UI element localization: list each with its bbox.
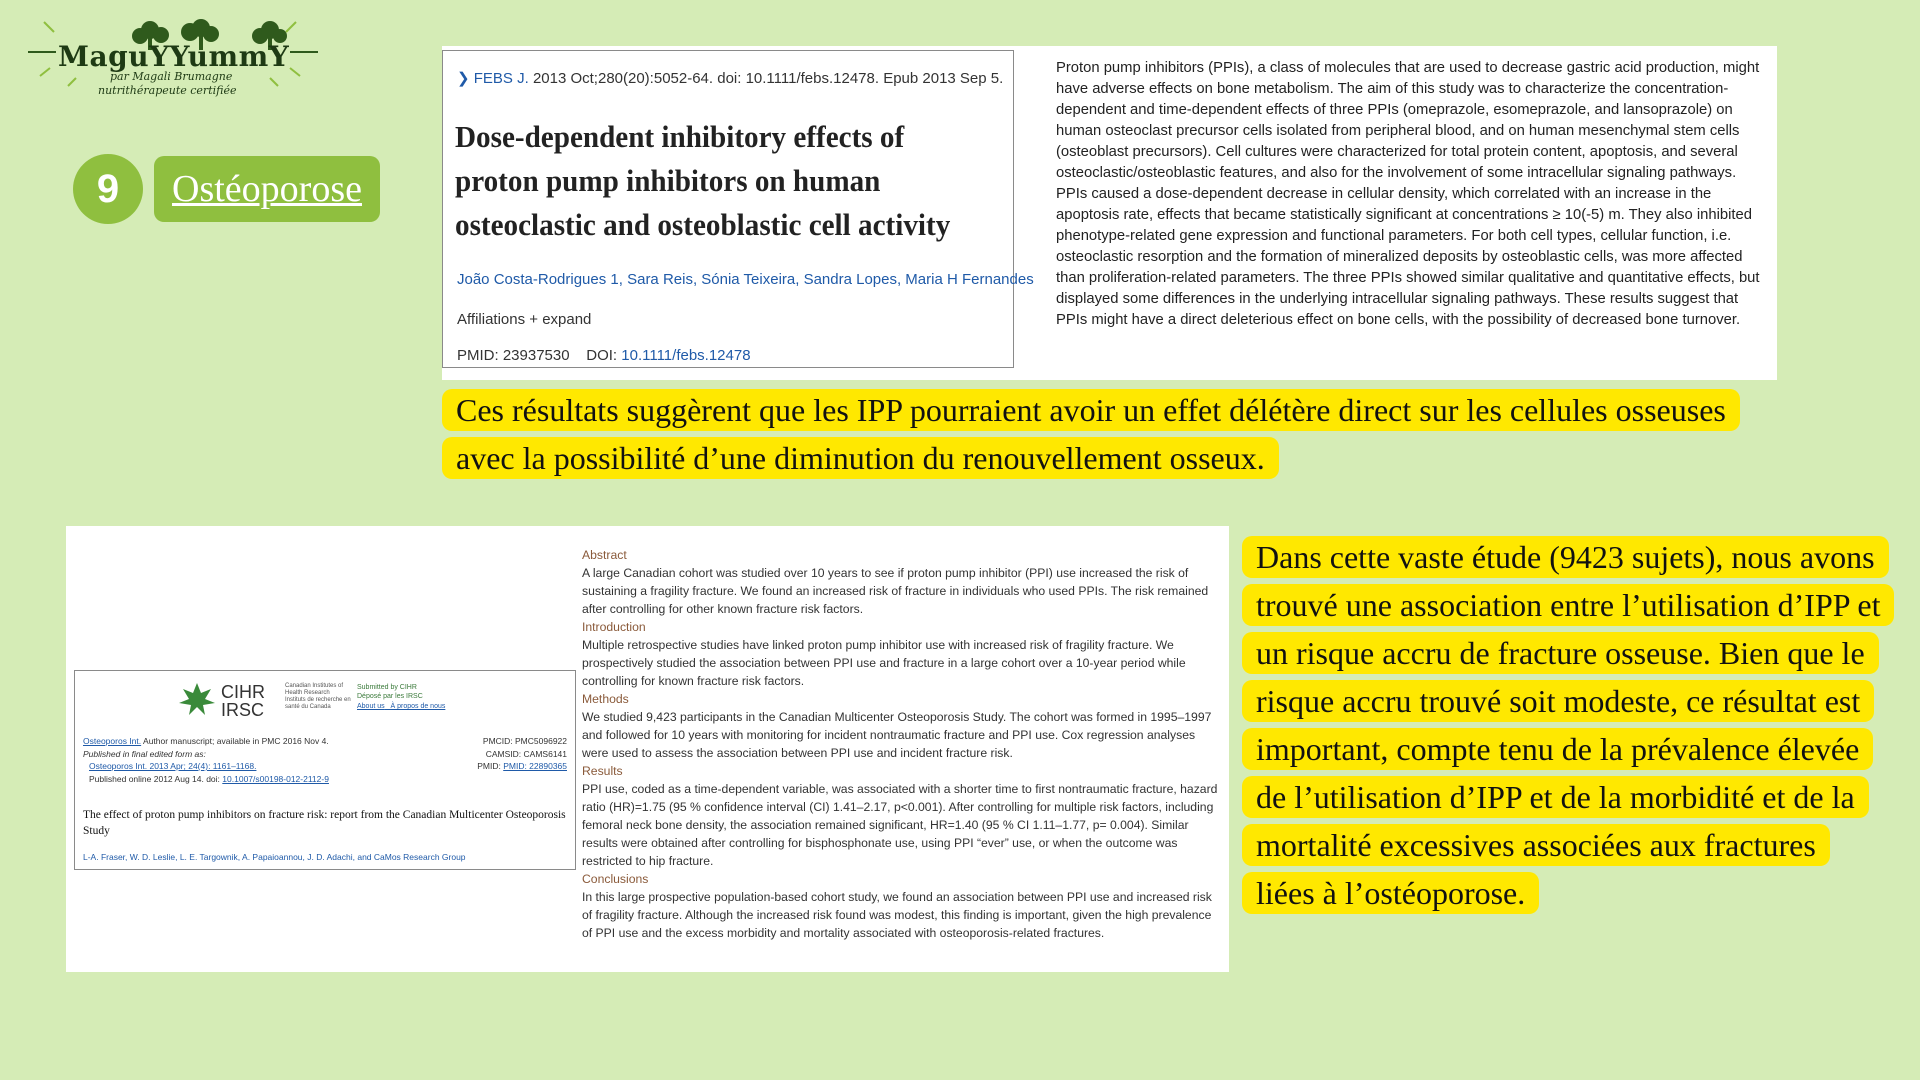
about-us-link[interactable]: About us bbox=[357, 703, 385, 710]
paper2-published-online: Published online 2012 Aug 14. doi: bbox=[89, 773, 220, 784]
paper1-doi-link[interactable]: 10.1111/febs.12478 bbox=[621, 347, 751, 364]
results-text: PPI use, coded as a time-dependent variable, was associated with a shorter time to first nontraumatic fracture, hazard ratio (HR)=1.75 (95 % confidence interval (CI) 1.41–2.17, p<0.001). After controlling for multiple risk factors, including femoral neck bone density, the association remained significant, HR=1.40 (95 % CI 1.11–1.77, p= 0.004). Similar results were obtained after controlling for bisphosphonate use, using PPI “ever” use, or when the outcome was restricted to hip fracture. bbox=[582, 782, 1218, 868]
introduction-heading: Introduction bbox=[582, 620, 646, 634]
paper1-citation-text: 2013 Oct;280(20):5052-64. doi: 10.1111/febs.12478. Epub 2013 Sep 5. bbox=[532, 70, 1004, 87]
paper1-abstract: Proton pump inhibitors (PPIs), a class of molecules that are used to decrease gastric acid production, might have adverse effects on bone metabolism. The aim of this study was to characterize the concentration-dependent and time-dependent effects of three PPIs (omeprazole, esomeprazole, and lansoprazole) on human osteoclast precursor cells isolated from peripheral blood, and on human mesenchymal stem cells (osteoblast precursors). Cell cultures were characterized for total protein content, apoptosis, and several osteoclastic/osteoblastic features, and also for the involvement of some intracellular signaling pathways. PPIs caused a dose-dependent decrease in cellular density, which correlated with an increase in the apoptosis rate, effects that became statistically significant at concentrations ≥ 10(-5) m. They also inhibited phenotype-related gene expression and functional parameters. For both cell types, cellular function, i.e. osteoclastic resorption and the formation of mineralized deposits by osteoblastic cells, was more affected than proliferation-related parameters. The three PPIs showed similar qualitative and quantitative effects, but displayed some differences in the underlying intracellular signaling pathways. These results suggest that PPIs might have a direct deleterious effect on bone cells, with the possibility of decreased bone turnover. bbox=[1056, 60, 1760, 328]
cihr-submitted: Submitted by CIHR Déposé par les IRSC bbox=[357, 684, 423, 700]
logo-name: MaguYYummY bbox=[58, 40, 290, 73]
paper1-pmid: PMID: 23937530 bbox=[457, 347, 570, 364]
paper2-pmid-label: PMID: bbox=[477, 761, 504, 771]
conclusions-heading: Conclusions bbox=[582, 872, 649, 886]
paper1-journal-link[interactable]: FEBS J. bbox=[473, 70, 529, 87]
paper2-metadata bbox=[83, 735, 567, 785]
logo bbox=[28, 14, 318, 106]
paper1-authors[interactable]: João Costa-Rodrigues 1, Sara Reis, Sónia Teixeira, Sandra Lopes, Maria H Fernandes bbox=[457, 271, 1034, 288]
cihr-institute-names: Canadian Institutes of Health Research Instituts de recherche en santé du Canada bbox=[285, 683, 351, 710]
abstract-text: A large Canadian cohort was studied over 10 years to see if proton pump inhibitor (PPI) use increased the risk of sustaining a fragility fracture. We found an increased risk of fracture in individuals who used PPIs. The risk remained after controlling for other known fracture risk factors. bbox=[582, 566, 1209, 616]
paper1-ids bbox=[457, 347, 751, 364]
abstract-heading: Abstract bbox=[582, 548, 627, 562]
paper2-screenshot bbox=[66, 526, 1229, 972]
paper1-doi-label: DOI: bbox=[586, 347, 618, 364]
paper2-citation-link[interactable]: Osteoporos Int. 2013 Apr; 24(4): 1161–1168. bbox=[89, 761, 257, 771]
paper2-title: The effect of proton pump inhibitors on fracture risk: report from the Canadian Multicenter Osteoporosis Study bbox=[83, 809, 566, 837]
paper1-title: Dose-dependent inhibitory effects of proton pump inhibitors on human osteoclastic and osteoblastic cell activity bbox=[455, 119, 951, 242]
paper2-header-card bbox=[74, 670, 576, 870]
cihr-links bbox=[357, 703, 445, 710]
paper2-pmcid: PMCID: PMC5096922 bbox=[482, 736, 567, 746]
paper2-manuscript: Author manuscript; available in PMC 2016 Nov 4. bbox=[143, 736, 329, 746]
methods-text: We studied 9,423 participants in the Canadian Multicenter Osteoporosis Study. The cohort was formed in 1995–1997 and followed for 10 years with monitoring for incident nontraumatic fracture and PPI use. Cox regression analyses were used to assess the association between PPI use and incident fracture risk. bbox=[582, 710, 1212, 760]
paper2-authors[interactable]: L-A. Fraser, W. D. Leslie, L. E. Targownik, A. Papaioannou, J. D. Adachi, and CaMos Research Group bbox=[83, 852, 466, 862]
paper2-abstract bbox=[582, 546, 1222, 942]
highlight-text-1: Ces résultats suggèrent que les IPP pourraient avoir un effet délétère direct sur les cellules osseuses avec la possibilité d’une diminution du renouvellement osseux. bbox=[442, 389, 1740, 479]
section-number-badge: 9 bbox=[73, 154, 143, 224]
methods-heading: Methods bbox=[582, 692, 629, 706]
logo-tagline: nutrithérapeute certifiée bbox=[98, 84, 237, 97]
results-heading: Results bbox=[582, 764, 623, 778]
section-link-osteoporose[interactable]: Ostéoporose bbox=[154, 156, 380, 222]
paper1-citation-card bbox=[442, 50, 1034, 368]
paper2-journal-link[interactable]: Osteoporos Int. bbox=[83, 736, 142, 746]
cihr-wordmark: CIHR IRSC bbox=[221, 682, 265, 720]
paper2-camsid: CAMSID: CAMS6141 bbox=[485, 748, 567, 759]
paper1-affiliations-toggle[interactable]: Affiliations + expand bbox=[457, 311, 592, 328]
chevron-right-icon: ❯ bbox=[457, 70, 474, 87]
paper2-doi-link[interactable]: 10.1007/s00198-012-2112-9 bbox=[222, 773, 329, 784]
highlight-summary-2 bbox=[1242, 533, 1882, 917]
paper1-citation bbox=[457, 69, 1003, 87]
paper1-screenshot bbox=[442, 46, 1777, 380]
logo-subtitle: par Magali Brumagne bbox=[110, 70, 233, 83]
paper2-published-final: Published in final edited form as: bbox=[83, 748, 206, 759]
a-propos-link[interactable]: À propos de nous bbox=[390, 703, 446, 710]
highlight-summary-1 bbox=[442, 386, 1762, 482]
conclusions-text: In this large prospective population-based cohort study, we found an association between PPI use and increased risk of fragility fracture. Although the increased risk found was modest, this finding is important, given the high prevalence of PPI use and the excess morbidity and mortality associated with osteoporosis-related fractures. bbox=[582, 890, 1212, 940]
paper2-pmid[interactable]: PMID: 22890365 bbox=[503, 761, 567, 771]
cihr-leaf-icon bbox=[177, 681, 217, 717]
highlight-text-2: Dans cette vaste étude (9423 sujets), nous avons trouvé une association entre l’utilisation d’IPP et un risque accru de fracture osseuse. Bien que le risque accru trouvé soit modeste, ce résultat est important, compte tenu de la prévalence élevée de l’utilisation d’IPP et de la morbidité et de la mortalité excessives associées aux fractures liées à l’ostéoporose. bbox=[1242, 536, 1894, 914]
introduction-text: Multiple retrospective studies have linked proton pump inhibitor use with increased risk of fragility fracture. We prospectively studied the association between PPI use and fracture in a large cohort over a 10-year period while controlling for known fracture risk factors. bbox=[582, 638, 1186, 688]
